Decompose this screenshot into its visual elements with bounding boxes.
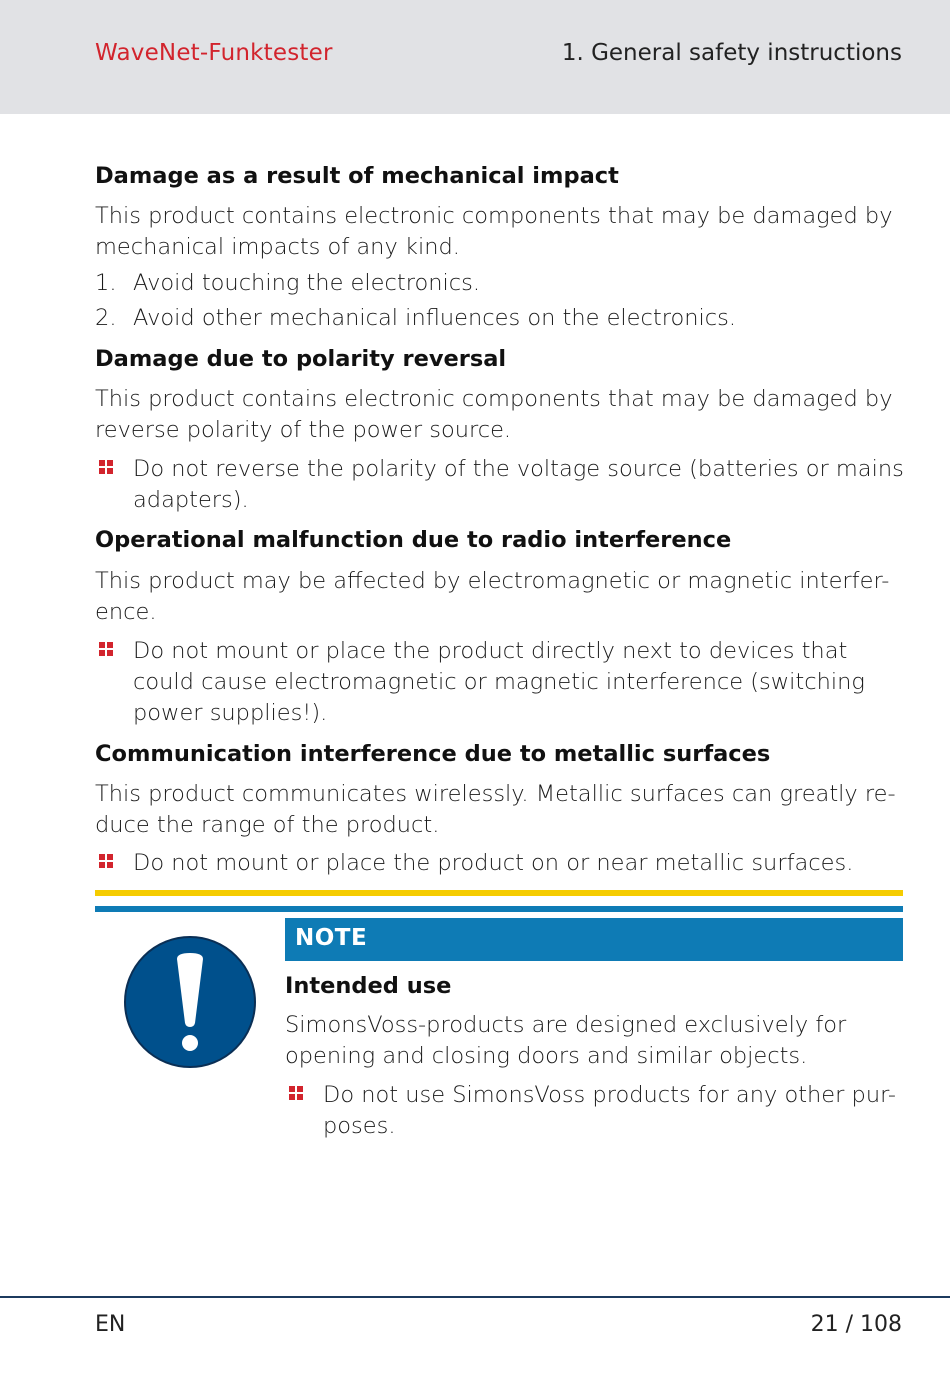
- footer-language: EN: [95, 1312, 126, 1337]
- paragraph-metallic-line2: duce the range of the product.: [95, 812, 440, 838]
- footer-page-number: 21 / 108: [810, 1312, 902, 1337]
- heading-polarity-reversal: Damage due to polarity reversal: [95, 346, 507, 372]
- bullet-radio-line1: Do not mount or place the product directly next to devices that: [133, 638, 848, 664]
- paragraph-mechanical-line1: This product contains electronic components that may be damaged by: [95, 203, 893, 229]
- bullet-polarity-line2: adapters).: [133, 487, 249, 513]
- note-text-line2: opening and closing doors and similar objects.: [285, 1043, 808, 1069]
- list-number: 2.: [95, 305, 117, 331]
- list-number: 1.: [95, 270, 117, 296]
- page-header: [0, 0, 950, 114]
- bullet-radio-line3: power supplies!).: [133, 700, 328, 726]
- bullet-polarity-line1: Do not reverse the polarity of the voltage source (batteries or mains: [133, 456, 904, 482]
- bullet-radio-line2: could cause electromagnetic or magnetic interference (switching: [133, 669, 865, 695]
- four-square-bullet-icon: [99, 460, 119, 480]
- footer-divider: [0, 1296, 950, 1298]
- note-bullet-line2: poses.: [323, 1113, 396, 1139]
- list-text: Avoid touching the electronics.: [133, 270, 480, 296]
- note-bullet-line1: Do not use SimonsVoss products for any other pur-: [323, 1082, 897, 1108]
- paragraph-polarity-line1: This product contains electronic components that may be damaged by: [95, 386, 893, 412]
- chapter-title: 1. General safety instructions: [561, 40, 902, 66]
- exclamation-circle-icon: [123, 935, 257, 1069]
- note-text-line1: SimonsVoss-products are designed exclusively for: [285, 1012, 847, 1038]
- heading-radio-interference: Operational malfunction due to radio interference: [95, 527, 732, 553]
- note-divider-blue: [95, 906, 903, 912]
- bullet-metallic-line1: Do not mount or place the product on or near metallic surfaces.: [133, 850, 854, 876]
- heading-metallic-surfaces: Communication interference due to metallic surfaces: [95, 741, 771, 767]
- heading-mechanical-impact: Damage as a result of mechanical impact: [95, 163, 619, 189]
- paragraph-metallic-line1: This product communicates wirelessly. Metallic surfaces can greatly re-: [95, 781, 896, 807]
- paragraph-polarity-line2: reverse polarity of the power source.: [95, 417, 512, 443]
- paragraph-radio-line2: ence.: [95, 599, 157, 625]
- list-text: Avoid other mechanical influences on the electronics.: [133, 305, 736, 331]
- note-label: NOTE: [295, 925, 368, 951]
- paragraph-radio-line1: This product may be affected by electromagnetic or magnetic interfer-: [95, 568, 890, 594]
- four-square-bullet-icon: [289, 1086, 309, 1106]
- note-label-bar: [285, 918, 903, 961]
- brand-title: WaveNet-Funktester: [95, 40, 333, 66]
- four-square-bullet-icon: [99, 642, 119, 662]
- warning-divider-yellow: [95, 890, 903, 896]
- paragraph-mechanical-line2: mechanical impacts of any kind.: [95, 234, 460, 260]
- four-square-bullet-icon: [99, 854, 119, 874]
- note-title: Intended use: [285, 973, 452, 999]
